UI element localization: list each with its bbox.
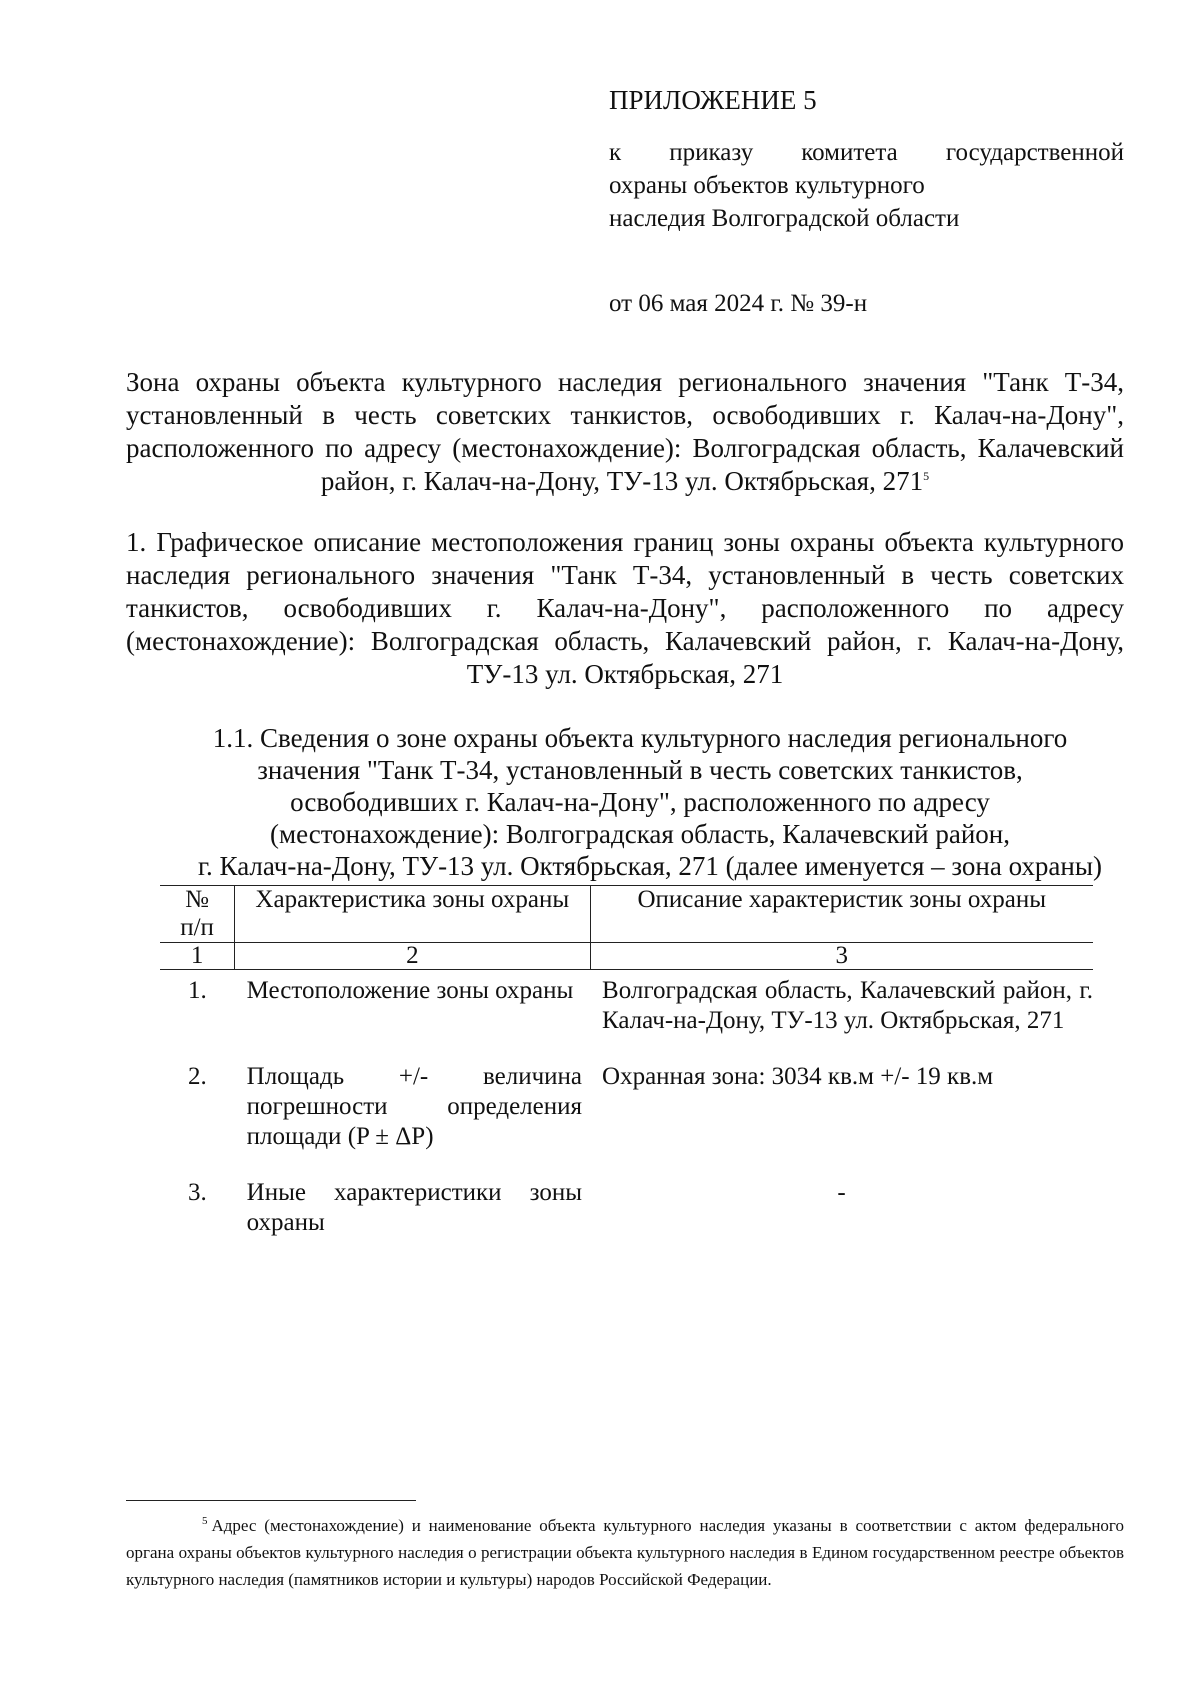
row-characteristic-line: охраны <box>246 1209 325 1236</box>
order-date: от 06 мая 2024 г. № 39-н <box>609 290 868 317</box>
appendix-ref-line: к приказу комитета государственной <box>609 139 1124 166</box>
footnote-number: 5 <box>202 1515 208 1528</box>
header-number <box>160 886 235 943</box>
footnote-divider <box>126 1500 416 1501</box>
row-characteristic-line: Иные характеристики зоны <box>246 1179 583 1206</box>
header-number-abbr: п/п <box>180 914 214 941</box>
column-number: 1 <box>160 943 235 970</box>
table-column-numbers-row <box>160 943 1093 970</box>
zone-heading <box>126 366 1124 498</box>
row-description: - <box>837 1179 846 1206</box>
subsection-1-1-heading <box>160 722 1120 882</box>
appendix-order-reference <box>609 136 1124 235</box>
row-characteristic-line: площади (P ± ΔP) <box>246 1123 434 1150</box>
row-description: Охранная зона: 3034 кв.м +/- 19 кв.м <box>602 1063 994 1090</box>
subsection-line: значения "Танк Т-34, установленный в честь советских танкистов, <box>257 755 1023 785</box>
subsection-line: (местонахождение): Волгоградская область, Калачевский район, <box>270 819 1010 849</box>
row-characteristic: Местоположение зоны охраны <box>246 977 574 1004</box>
footnote <box>126 1512 1124 1593</box>
appendix-block <box>609 80 1124 320</box>
row-number: 2. <box>187 1063 207 1090</box>
appendix-title: ПРИЛОЖЕНИЕ 5 <box>609 85 817 115</box>
row-characteristic-line: Площадь +/- величина <box>246 1063 583 1090</box>
appendix-ref-line: охраны объектов культурного <box>609 172 925 199</box>
column-number: 2 <box>235 943 590 970</box>
row-characteristic <box>235 1048 590 1172</box>
zone-info-table <box>160 885 1093 1248</box>
header-characteristic: Характеристика зоны охраны <box>235 886 590 943</box>
row-number: 1. <box>187 977 207 1004</box>
subsection-line: освободивших г. Калач-на-Дону", расположенного по адресу <box>290 787 990 817</box>
row-description: Волгоградская область, Калачевский район, г. Калач-на-Дону, ТУ-13 ул. Октябрьская, 271 <box>602 977 1093 1034</box>
table-row <box>160 1172 1093 1248</box>
header-number-symbol: № <box>185 886 209 913</box>
row-characteristic <box>235 1172 590 1248</box>
table-row <box>160 1048 1093 1172</box>
header-description: Описание характеристик зоны охраны <box>590 886 1093 943</box>
footnote-text: Адрес (местонахождение) и наименование объекта культурного наследия указаны в соответствии с актом федерального органа охраны объектов культурного наследия о регистрации объекта культурного наследия в Едином государственном реестре объектов культурного наследия (памятников истории и культуры) народов Российской Федерации. <box>126 1516 1124 1589</box>
row-number: 3. <box>187 1179 207 1206</box>
section-1-heading: 1. Графическое описание местоположения границ зоны охраны объекта культурного наследия регионального значения "Танк Т-34, установленный в честь советских танкистов, освободивших г. Калач-на-Дону", расположенного по адресу (местонахождение): Волгоградская область, Калачевский район, г. Калач-на-Дону, ТУ-13 ул. Октябрьская, 271 <box>126 527 1124 689</box>
table-row <box>160 970 1093 1049</box>
footnote-reference: 5 <box>923 469 930 483</box>
zone-heading-text: Зона охраны объекта культурного наследия регионального значения "Танк Т-34, установленный в честь советских танкистов, освободивших г. Калач-на-Дону", расположенного по адресу (местонахождение): Волгоградская область, Калачевский район, г. Калач-на-Дону, ТУ-13 ул. Октябрьская, 271 <box>126 367 1124 496</box>
table-header-row <box>160 886 1093 943</box>
subsection-line: г. Калач-на-Дону, ТУ-13 ул. Октябрьская, 271 (далее именуется – зона охраны) <box>198 851 1102 881</box>
subsection-line: 1.1. Сведения о зоне охраны объекта культурного наследия регионального <box>212 723 1068 753</box>
column-number: 3 <box>590 943 1093 970</box>
appendix-ref-line: наследия Волгоградской области <box>609 205 960 232</box>
row-characteristic-line: погрешности определения <box>246 1093 583 1120</box>
